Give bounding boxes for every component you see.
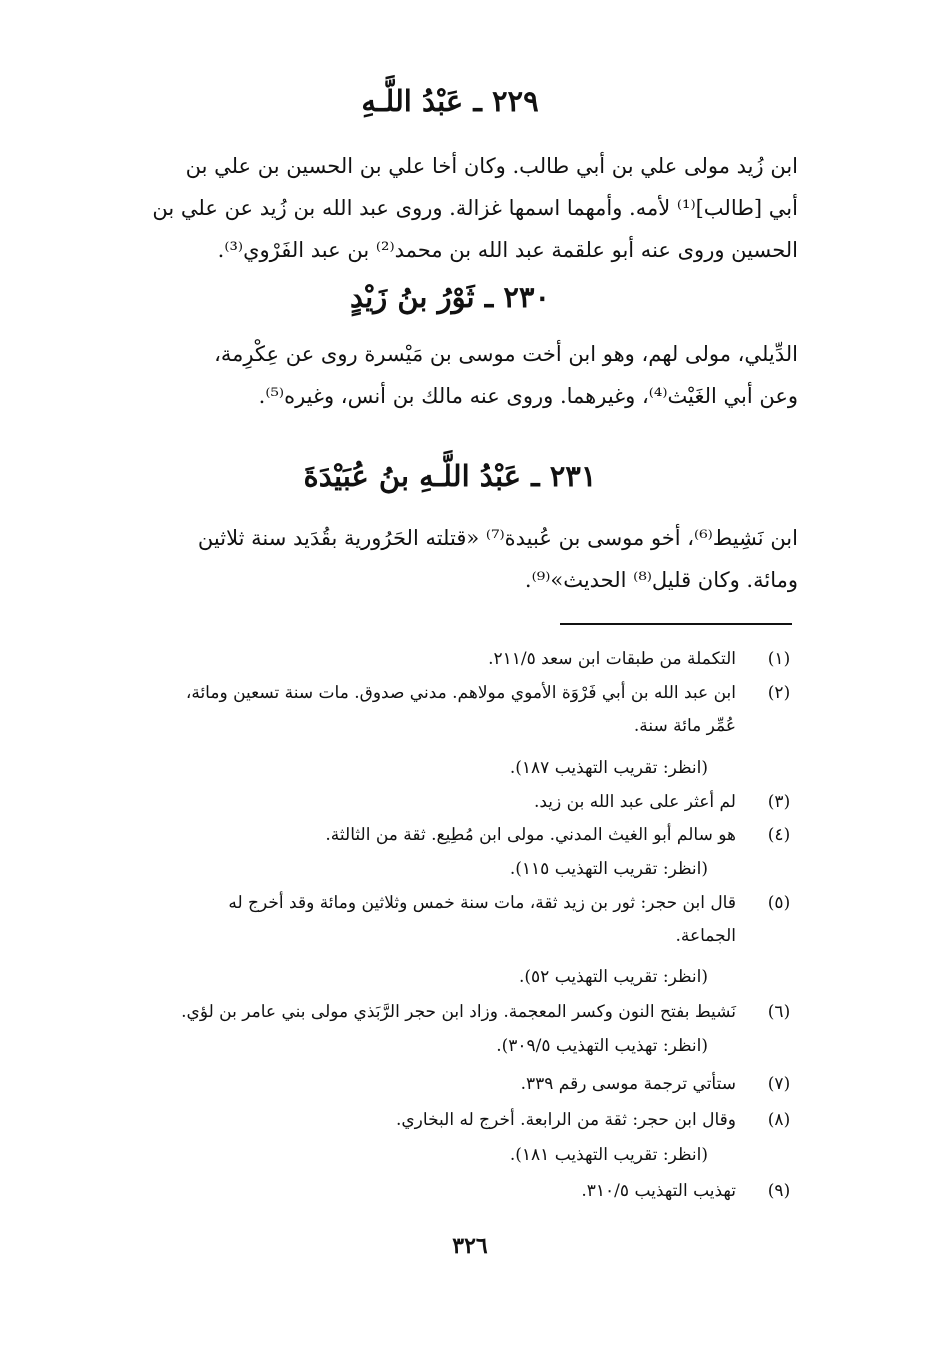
footnote-text: التكملة من طبقات ابن سعد ٢١١/٥.: [488, 649, 736, 669]
footnote: [98, 1104, 798, 1137]
footnote-text: ابن عبد الله بن أبي فَرْوَة الأموي مولاهم. مدني صدوق. مات سنة تسعين ومائة،: [185, 683, 736, 703]
page-number: ٣٢٦: [452, 1233, 488, 1259]
body-line: ومائة. وكان قليل⁽⁸⁾ الحديث»⁽⁹⁾.: [524, 568, 798, 592]
footnote: [98, 819, 798, 852]
footnote-reference: [98, 853, 798, 886]
entry-heading: ٢٢٩ ـ عَبْدُ اللَّـهِ: [361, 84, 539, 118]
footnote-number: (٨): [767, 1110, 791, 1130]
body-line: الدِّيلي، مولى لهم، وهو ابن أخت موسى بن مَيْسرة روى عن عِكْرِمة،: [214, 342, 798, 366]
footnote-reference-text: (انظر: تقريب التهذيب ١٨٧).: [509, 758, 708, 778]
footnote: [98, 1175, 798, 1208]
footnote-number: (٧): [767, 1074, 791, 1094]
footnote-reference: [98, 1030, 798, 1063]
footnote-number: (٢): [767, 683, 791, 703]
footnote: [98, 786, 798, 819]
footnote-text: وقال ابن حجر: ثقة من الرابعة. أخرج له البخاري.: [395, 1110, 736, 1130]
footnote-divider: [560, 623, 792, 625]
footnote-number: (٣): [767, 792, 791, 812]
footnote-text: نَشيط بفتح النون وكسر المعجمة. وزاد ابن حجر الرَّبَذي مولى بني عامر بن لؤي.: [181, 1002, 736, 1022]
footnote-text: ستأتي ترجمة موسى رقم ٣٣٩.: [520, 1074, 736, 1094]
footnote-reference: [98, 1139, 798, 1172]
footnote-reference-text: (انظر: تقريب التهذيب ١٨١).: [509, 1145, 708, 1165]
footnote: [98, 996, 798, 1029]
footnote-number: (٥): [767, 893, 791, 913]
entry-body: [98, 145, 798, 271]
footnote: [98, 1068, 798, 1101]
body-line: ابن نَشِيط⁽⁶⁾، أخو موسى بن عُبيدة⁽⁷⁾ «قتلته الحَرُورية بقُدَيد سنة ثلاثين: [197, 526, 798, 550]
footnote-reference-text: (انظر: تقريب التهذيب ١١٥).: [509, 859, 708, 879]
body-line: ابن زُيد مولى علي بن أبي طالب. وكان أخا علي بن الحسين بن علي بن: [185, 154, 798, 178]
entry-heading: ٢٣١ ـ عَبْدُ اللَّـهِ بنُ عُبَيْدَةَ: [303, 459, 597, 493]
footnote-reference: [98, 752, 798, 785]
footnote: [98, 677, 798, 743]
footnote-text: لم أعثر على عبد الله بن زيد.: [533, 792, 736, 812]
footnote-number: (٤): [767, 825, 791, 845]
footnote-reference-text: (انظر: تهذيب التهذيب ٣٠٩/٥).: [496, 1036, 708, 1056]
footnote-number: (١): [767, 649, 791, 669]
footnote-text: قال ابن حجر: ثور بن زيد ثقة، مات سنة خمس وثلاثين ومائة وقد أخرج له: [228, 893, 736, 913]
body-line: الحسين وروى عنه أبو علقمة عبد الله بن محمد⁽²⁾ بن عبد الفَرْوي⁽³⁾.: [217, 238, 798, 262]
body-line: وعن أبي الغَيْث⁽⁴⁾، وغيرهما. وروى عنه مالك بن أنس، وغيره⁽⁵⁾.: [258, 384, 798, 408]
entry-body: [98, 333, 798, 417]
footnote-reference-text: (انظر: تقريب التهذيب ٥٢).: [518, 967, 708, 987]
footnote: [98, 887, 798, 953]
footnote-number: (٦): [767, 1002, 791, 1022]
footnote-reference: [98, 961, 798, 994]
footnote-number: (٩): [767, 1181, 791, 1201]
entry-body: [98, 517, 798, 601]
body-line: أبي [طالب]⁽¹⁾ لأمه. وأمهما اسمها غزالة. وروى عبد الله بن زُيد عن علي بن: [152, 196, 798, 220]
footnote-text: هو سالم أبو الغيث المدني. مولى ابن مُطِيع. ثقة من الثالثة.: [325, 825, 736, 845]
footnote-text: الجماعة.: [675, 926, 736, 946]
footnote-text: تهذيب التهذيب ٣١٠/٥.: [581, 1181, 736, 1201]
entry-heading: ٢٣٠ ـ ثَوْرُ بنُ زَيْدٍ: [349, 280, 551, 314]
footnote: [98, 643, 798, 676]
footnote-text: عُمِّر مائة سنة.: [633, 716, 736, 736]
